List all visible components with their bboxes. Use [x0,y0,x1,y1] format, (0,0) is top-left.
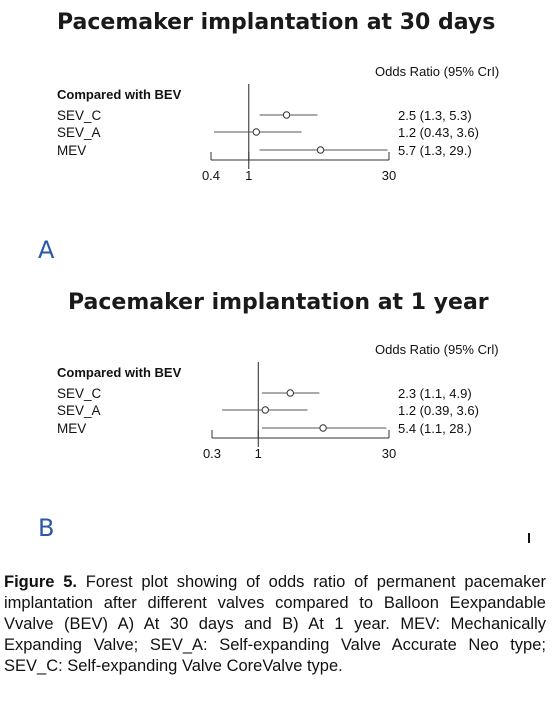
panel-a-estimate-text: 1.2 (0.43, 3.6) [398,125,479,140]
panel-b-point-estimate [262,407,268,413]
panel-a-point-estimate [317,147,323,153]
panel-b-column-header: Odds Ratio (95% Crl) [375,342,499,357]
panel-a-label: A [38,236,55,264]
panel-a-x-tick-label: 1 [245,168,253,183]
panel-b-estimate-text: 5.4 (1.1, 28.) [398,421,472,436]
panel-a-row-label: SEV_C [57,108,102,123]
panel-b-row-label: SEV_A [57,403,101,418]
panel-b-point-estimate [320,425,326,431]
panel-b-x-tick-label: 30 [381,446,397,461]
panel-a-x-tick-label: 0.4 [201,168,221,183]
panel-a-estimate-text: 5.7 (1.3, 29.) [398,143,472,158]
panel-a-group-label: Compared with BEV [57,87,182,102]
panel-a-column-header: Odds Ratio (95% CrI) [375,64,500,79]
panel-b-label: B [38,514,55,542]
panel-b-row-label: SEV_C [57,386,102,401]
caption-lead: Figure 5. [4,573,77,591]
panel-a-row-label: SEV_A [57,125,101,140]
panel-a-point-estimate [253,129,259,135]
panel-a-x-tick-label: 30 [381,168,397,183]
panel-a-point-estimate [283,112,289,118]
panel-b-x-tick-label: 0.3 [202,446,222,461]
panel-b-point-estimate [287,390,293,396]
panel-b-estimate-text: 2.3 (1.1, 4.9) [398,386,472,401]
panel-b-estimate-text: 1.2 (0.39, 3.6) [398,403,479,418]
panel-a-title: Pacemaker implantation at 30 days [57,10,496,35]
stray-mark [528,533,530,543]
panel-b-x-tick-label: 1 [254,446,262,461]
figure-caption [4,572,546,677]
panel-b-group-label: Compared with BEV [57,365,182,380]
caption-text: Forest plot showing of odds ratio of permanent pacemaker implantation after different valves compared to Balloon Eexpandable Vvalve (BEV) A) At 30 days and B) At 1 year. MEV: Mechanically Expanding Valve; SEV_A: Self-expanding Valve Accurate Neo type; SEV_C: Self-expanding Valve CoreValve type. [4,573,547,675]
panel-a-row-label: MEV [57,143,87,158]
panel-b-title: Pacemaker implantation at 1 year [68,290,489,315]
panel-b-row-label: MEV [57,421,87,436]
panel-a-estimate-text: 2.5 (1.3, 5.3) [398,108,472,123]
